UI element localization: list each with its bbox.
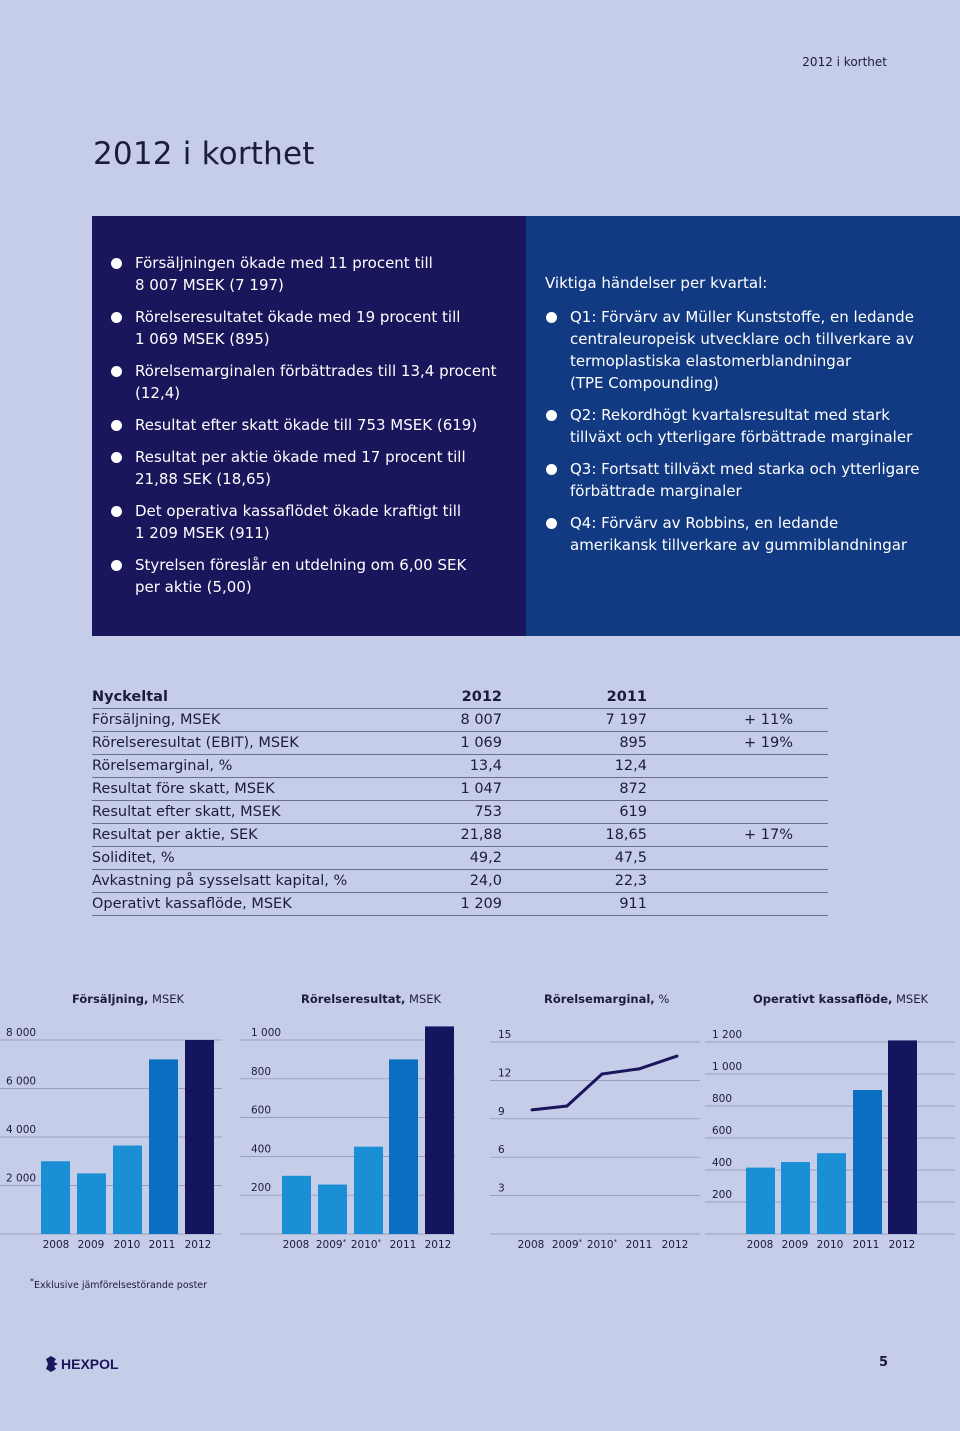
table-row <box>92 847 828 870</box>
highlight-item <box>135 252 515 296</box>
highlight-item <box>135 414 515 436</box>
y-tick-label: 8 000 <box>6 1027 37 1039</box>
y-tick-label: 6 <box>498 1144 505 1157</box>
table-cell: + 17% <box>647 824 828 847</box>
x-tick-label: 2010* <box>350 1238 382 1251</box>
bar-2011 <box>853 1090 882 1234</box>
highlight-item <box>135 554 515 598</box>
event-line: tillväxt och ytterligare förbättrade marginaler <box>570 428 913 446</box>
bullet-icon <box>546 312 557 323</box>
table-cell: Soliditet, % <box>92 847 392 870</box>
event-line: Q4: Förvärv av Robbins, en ledande <box>570 514 839 532</box>
x-tick-label: 2012 <box>184 1239 212 1251</box>
events-heading: Viktiga händelser per kvartal: <box>545 274 768 292</box>
x-tick-label: 2008 <box>746 1239 774 1251</box>
x-tick-label: 2008 <box>517 1239 545 1251</box>
table-cell: 12,4 <box>502 755 647 778</box>
table-cell: + 11% <box>647 709 828 732</box>
highlight-line: 1 069 MSEK (895) <box>135 330 270 348</box>
y-tick-label: 9 <box>498 1105 505 1118</box>
x-tick-label: 2011 <box>148 1239 176 1251</box>
table-cell: 753 <box>392 801 502 824</box>
line-point <box>676 1055 679 1058</box>
table-row <box>92 732 828 755</box>
event-line: termoplastiska elastomerblandningar <box>570 352 852 370</box>
bullet-icon <box>111 506 122 517</box>
highlights-panel <box>92 216 526 636</box>
highlight-line: per aktie (5,00) <box>135 578 252 596</box>
y-tick-label: 12 <box>498 1067 512 1080</box>
highlight-line: Resultat per aktie ökade med 17 procent till <box>135 448 466 466</box>
y-tick-label: 800 <box>712 1093 733 1105</box>
footnote <box>30 1277 207 1291</box>
hexpol-logo <box>44 1354 144 1378</box>
bullet-icon <box>111 560 122 571</box>
line-point <box>638 1067 641 1070</box>
y-tick-label: 600 <box>712 1125 733 1137</box>
highlight-line: 8 007 MSEK (7 197) <box>135 276 284 294</box>
x-tick-label: 2012 <box>424 1239 452 1251</box>
bar-2010 <box>354 1147 383 1234</box>
bar-2012 <box>185 1040 214 1234</box>
y-tick-label: 200 <box>251 1182 272 1195</box>
table-cell: Rörelseresultat (EBIT), MSEK <box>92 732 392 755</box>
line-point <box>566 1105 569 1108</box>
event-line: amerikansk tillverkare av gummiblandningar <box>570 536 908 554</box>
table-cell <box>647 778 828 801</box>
highlight-item <box>135 446 515 490</box>
table-cell: 1 209 <box>392 893 502 916</box>
bar-2011 <box>149 1059 178 1234</box>
table-cell: 24,0 <box>392 870 502 893</box>
column-header: 2012 <box>392 686 502 709</box>
margin-line <box>532 1056 677 1110</box>
line-point <box>531 1108 534 1111</box>
bar-2008 <box>41 1161 70 1234</box>
highlight-item <box>135 500 515 544</box>
y-tick-label: 1 000 <box>251 1027 282 1039</box>
y-tick-label: 1 200 <box>712 1029 743 1041</box>
highlight-line: 21,88 SEK (18,65) <box>135 470 271 488</box>
chart-title-bold: Rörelseresultat, <box>301 992 406 1006</box>
highlight-line: Styrelsen föreslår en utdelning om 6,00 SEK <box>135 556 467 574</box>
table-cell: Avkastning på sysselsatt kapital, % <box>92 870 392 893</box>
table-row <box>92 893 828 916</box>
highlight-line: (12,4) <box>135 384 181 402</box>
chart-title <box>301 992 441 1006</box>
bar-2010 <box>817 1153 846 1234</box>
event-line: Q3: Fortsatt tillväxt med starka och ytterligare <box>570 460 920 478</box>
x-tick-label: 2009 <box>781 1239 809 1251</box>
chart-title-unit: % <box>654 992 670 1006</box>
x-tick-label: 2012 <box>888 1239 916 1251</box>
highlight-line: Resultat efter skatt ökade till 753 MSEK (619) <box>135 416 478 434</box>
highlight-line: Försäljningen ökade med 11 procent till <box>135 254 433 272</box>
page-title: 2012 i korthet <box>93 136 315 172</box>
x-tick-label: 2012 <box>661 1239 689 1251</box>
event-line: Q1: Förvärv av Müller Kunststoffe, en ledande <box>570 308 914 326</box>
highlight-line: Rörelseresultatet ökade med 19 procent till <box>135 308 461 326</box>
table-header-row <box>92 686 828 709</box>
charts-svg <box>0 1020 960 1260</box>
table-cell: 619 <box>502 801 647 824</box>
event-line: Q2: Rekordhögt kvartalsresultat med stark <box>570 406 890 424</box>
table-cell: 872 <box>502 778 647 801</box>
column-header <box>647 686 828 709</box>
y-tick-label: 600 <box>251 1104 272 1117</box>
y-tick-label: 800 <box>251 1065 272 1078</box>
x-tick-label: 2009* <box>315 1238 347 1251</box>
table-cell: Resultat efter skatt, MSEK <box>92 801 392 824</box>
table-cell: 49,2 <box>392 847 502 870</box>
y-tick-label: 4 000 <box>6 1124 37 1136</box>
bullet-icon <box>546 464 557 475</box>
table-cell <box>647 801 828 824</box>
quarterly-events-panel <box>526 216 960 636</box>
event-line: centraleuropeisk utvecklare och tillverkare av <box>570 330 914 348</box>
table-cell: 22,3 <box>502 870 647 893</box>
chart-title-unit: MSEK <box>892 992 929 1006</box>
table-cell <box>647 755 828 778</box>
bar-2011 <box>389 1059 418 1234</box>
table-cell: Resultat per aktie, SEK <box>92 824 392 847</box>
footnote-text: Exklusive jämförelsestörande poster <box>33 1280 208 1292</box>
table-cell: 21,88 <box>392 824 502 847</box>
chart-title-bold: Försäljning, <box>72 992 149 1006</box>
table-row <box>92 709 828 732</box>
x-tick-label: 2010* <box>586 1238 618 1251</box>
x-tick-label: 2011 <box>389 1239 417 1251</box>
bar-2009 <box>77 1173 106 1234</box>
highlight-item <box>135 306 515 350</box>
table-cell: Operativt kassaflöde, MSEK <box>92 893 392 916</box>
event-item <box>570 306 950 394</box>
table-row <box>92 824 828 847</box>
table-cell: 911 <box>502 893 647 916</box>
bullet-icon <box>111 258 122 269</box>
table-cell <box>647 893 828 916</box>
highlight-item <box>135 360 515 404</box>
chart-title <box>544 992 669 1006</box>
x-tick-label: 2010 <box>113 1239 141 1251</box>
table-cell: 1 069 <box>392 732 502 755</box>
key-figures-table <box>92 686 828 916</box>
bullet-icon <box>111 420 122 431</box>
y-tick-label: 400 <box>712 1157 733 1169</box>
bar-2012 <box>425 1026 454 1234</box>
chart-title <box>72 992 184 1006</box>
table-cell: + 19% <box>647 732 828 755</box>
table-cell: Försäljning, MSEK <box>92 709 392 732</box>
bullet-icon <box>111 312 122 323</box>
chart-title-unit: MSEK <box>405 992 442 1006</box>
x-tick-label: 2009 <box>77 1239 105 1251</box>
bullet-icon <box>546 410 557 421</box>
x-tick-label: 2008 <box>42 1239 70 1251</box>
table-row <box>92 778 828 801</box>
bar-2012 <box>888 1040 917 1234</box>
table-cell: Resultat före skatt, MSEK <box>92 778 392 801</box>
table-cell: 7 197 <box>502 709 647 732</box>
y-tick-label: 400 <box>251 1143 272 1156</box>
table-cell: 13,4 <box>392 755 502 778</box>
y-tick-label: 2 000 <box>6 1172 37 1185</box>
x-tick-label: 2011 <box>625 1239 653 1251</box>
bullet-icon <box>111 366 122 377</box>
chart-title-bold: Operativt kassaflöde, <box>753 992 893 1006</box>
bar-2009 <box>318 1185 347 1234</box>
table-cell <box>647 847 828 870</box>
event-item <box>570 512 950 556</box>
chart-title-unit: MSEK <box>148 992 185 1006</box>
table-cell: 8 007 <box>392 709 502 732</box>
bar-2009 <box>781 1162 810 1234</box>
chart-title <box>753 992 928 1006</box>
column-header: Nyckeltal <box>92 686 392 709</box>
y-tick-label: 1 000 <box>712 1061 743 1073</box>
table-cell: 1 047 <box>392 778 502 801</box>
event-line: förbättrade marginaler <box>570 482 742 500</box>
highlight-line: Det operativa kassaflödet ökade kraftigt till <box>135 502 462 520</box>
highlight-line: 1 209 MSEK (911) <box>135 524 270 542</box>
x-tick-label: 2010 <box>816 1239 844 1251</box>
table-cell <box>647 870 828 893</box>
bar-2008 <box>282 1176 311 1234</box>
bullet-icon <box>111 452 122 463</box>
footnote-mark: * <box>30 1277 34 1286</box>
event-line: (TPE Compounding) <box>570 374 719 392</box>
x-tick-label: 2011 <box>852 1239 880 1251</box>
table-row <box>92 801 828 824</box>
page-number: 5 <box>879 1355 889 1370</box>
bar-2010 <box>113 1145 142 1234</box>
line-point <box>601 1073 604 1076</box>
event-item <box>570 404 950 448</box>
table-cell: 895 <box>502 732 647 755</box>
x-tick-label: 2009* <box>551 1238 583 1251</box>
table-cell: 18,65 <box>502 824 647 847</box>
bullet-icon <box>546 518 557 529</box>
table-cell: Rörelsemarginal, % <box>92 755 392 778</box>
table-row <box>92 755 828 778</box>
y-tick-label: 6 000 <box>6 1075 37 1088</box>
table-row <box>92 870 828 893</box>
column-header: 2011 <box>502 686 647 709</box>
event-item <box>570 458 950 502</box>
highlight-line: Rörelsemarginalen förbättrades till 13,4 procent <box>135 362 497 380</box>
logo-text: HEXPOL <box>61 1356 119 1372</box>
table-cell: 47,5 <box>502 847 647 870</box>
running-header: 2012 i korthet <box>802 55 887 69</box>
y-tick-label: 15 <box>498 1029 512 1041</box>
chart-title-bold: Rörelsemarginal, <box>544 992 655 1006</box>
hexpol-logo-mark <box>44 1354 144 1374</box>
bar-2008 <box>746 1168 775 1234</box>
y-tick-label: 3 <box>498 1182 505 1195</box>
y-tick-label: 200 <box>712 1189 733 1201</box>
x-tick-label: 2008 <box>282 1239 310 1251</box>
